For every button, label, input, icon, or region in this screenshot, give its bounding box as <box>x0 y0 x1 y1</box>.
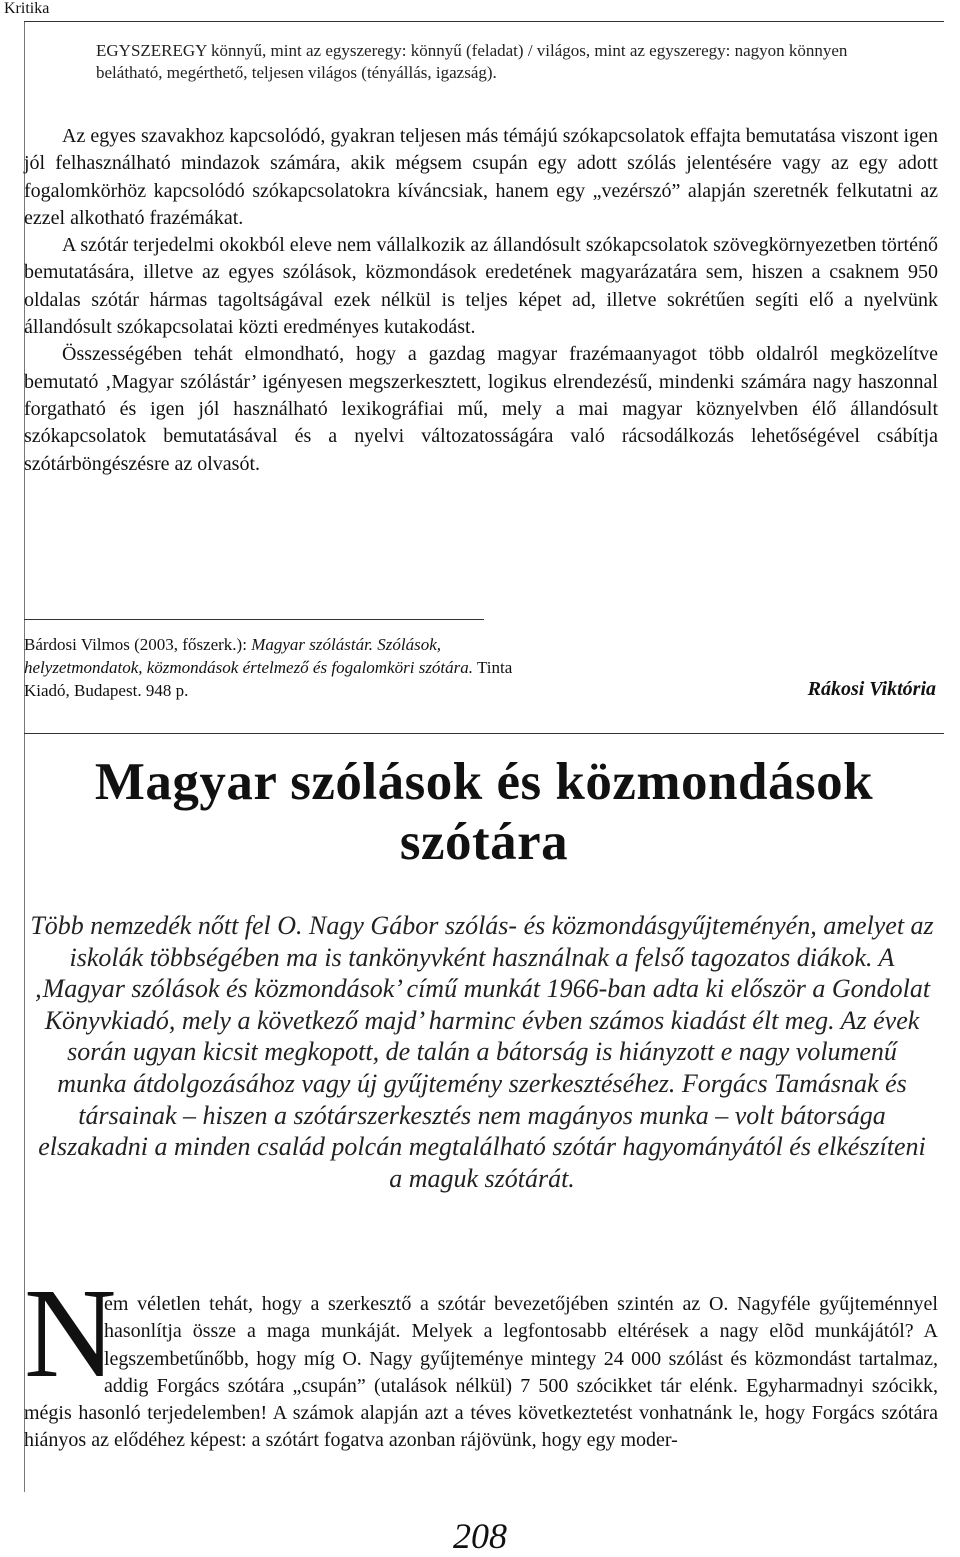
paragraph: Összességében tehát elmondható, hogy a gazdag magyar frazémaanyagot több oldalról megközelítve bemutató ‚Magyar szólástár’ igényesen megszerkesztett, logikus elrendezésű, mindenki számára nagy haszonnal forgatható és igen jól használható lexikográfiai mű, mely a mai magyar köznyelvben élő állandósult szókapcsolatok bemutatásával és a nyelvi változatosságára való rácsodálkozás lehetőségével csábítja szótárböngészésre az olvasót. <box>24 343 938 475</box>
article-lead: Több nemzedék nőtt fel O. Nagy Gábor szólás- és közmondásgyűjteményén, amelyet az iskolák többségében ma is tankönyvként használnak a felső tagozatos diákok. A ‚Magyar szólások és közmondások’ című munkát 1966-ban adta ki először a Gondolat Könyvkiadó, mely a következő majd’ harminc évben számos kiadást élt meg. Az évek során ugyan kicsit megkopott, de talán a bátorság is hiányzott e nagy volumenű munka átdolgozásához vagy új gyűjtemény szerkesztéséhez. Forgács Tamásnak és társainak – hiszen a szótárszerkesztés nem magányos munka – volt bátorsága elszakadni a minden család polcán megtalálható szótár hagyományától és elkészíteni a maguk szótárát. <box>30 911 934 1193</box>
bibliography-publisher: Tinta Kiadó, Budapest. 948 p. <box>24 658 513 700</box>
footnote-rule <box>24 619 484 620</box>
bibliography-author: Bárdosi Vilmos (2003, főszerk.): <box>24 635 252 654</box>
bibliography-title: Magyar szólástár. Szólások, helyzetmondatok, közmondások értelmező és fogalomköri szótára. <box>24 635 474 677</box>
page-number: 208 <box>453 1516 507 1556</box>
paragraph: A szótár terjedelmi okokból eleve nem vállalkozik az állandósult szókapcsolatok szövegkörnyezetben történő bemutatására, illetve az egyes szólások, közmondások eredetének magyarázatára sem, hiszen a csaknem 950 oldalas szótár hármas tagoltságával ezek nélkül is teljes képet ad, illetve sokrétűen segíti elő a nyelvünk állandósult szókapcsolatai közti eredményes kutakodást. <box>24 234 938 339</box>
paragraph: Az egyes szavakhoz kapcsolódó, gyakran teljesen más témájú szókapcsolatok effajta bemutatása viszont igen jól felhasználható mindazok számára, akik mégsem csupán egy adott szólás jelentésére vagy az egy adott fogalomkörhöz kapcsolódó szókapcsolatokra kíváncsiak, hanem egy „vezérszó” alapján szeretnék felkutatni az ezzel alkotható frazémákat. <box>24 125 938 229</box>
reviewer-name: Rákosi Viktória <box>807 678 936 700</box>
second-article-paragraph: em véletlen tehát, hogy a szerkesztő a szótár bevezetőjében szintén az O. Nagyféle gyűjteménnyel hasonlítja össze a maga munkáját. Melyek a legfontosabb eltérések a nagy elõd munkájától? A legszembetűnőbb, hogy míg O. Nagy gyűjteménye mintegy 24 000 szólást és közmondást tartalmaz, addig Forgács szótára „csupán” (utalások nélkül) 7 500 szócikket tár elénk. Egyharmadnyi szócikk, mégis hasonló terjedelemben! A számok alapján azt a téves következtetést vonhatnánk le, hogy Forgács szótára hiányos az elődéhez képest: a szótárt fogatva azonban rájövünk, hogy egy moder- <box>24 1293 938 1452</box>
drop-cap-space <box>24 1291 104 1375</box>
dictionary-definition: EGYSZEREGY könnyű, mint az egyszeregy: könnyű (feladat) / világos, mint az egyszeregy: nagyon könnyen belátható, megérthető, teljesen világos (tényállás, igazság). <box>96 41 848 82</box>
section-label: Kritika <box>4 0 50 17</box>
section-rule <box>24 733 944 734</box>
first-article-body <box>24 123 938 478</box>
article-title <box>24 752 944 872</box>
article-title-line-2: szótára <box>399 813 569 871</box>
second-article-body <box>24 1291 938 1455</box>
header-rule <box>24 21 944 22</box>
bibliography <box>24 633 544 702</box>
drop-cap: N <box>24 1262 117 1404</box>
article-title-line-1: Magyar szólások és közmondások <box>94 753 874 811</box>
